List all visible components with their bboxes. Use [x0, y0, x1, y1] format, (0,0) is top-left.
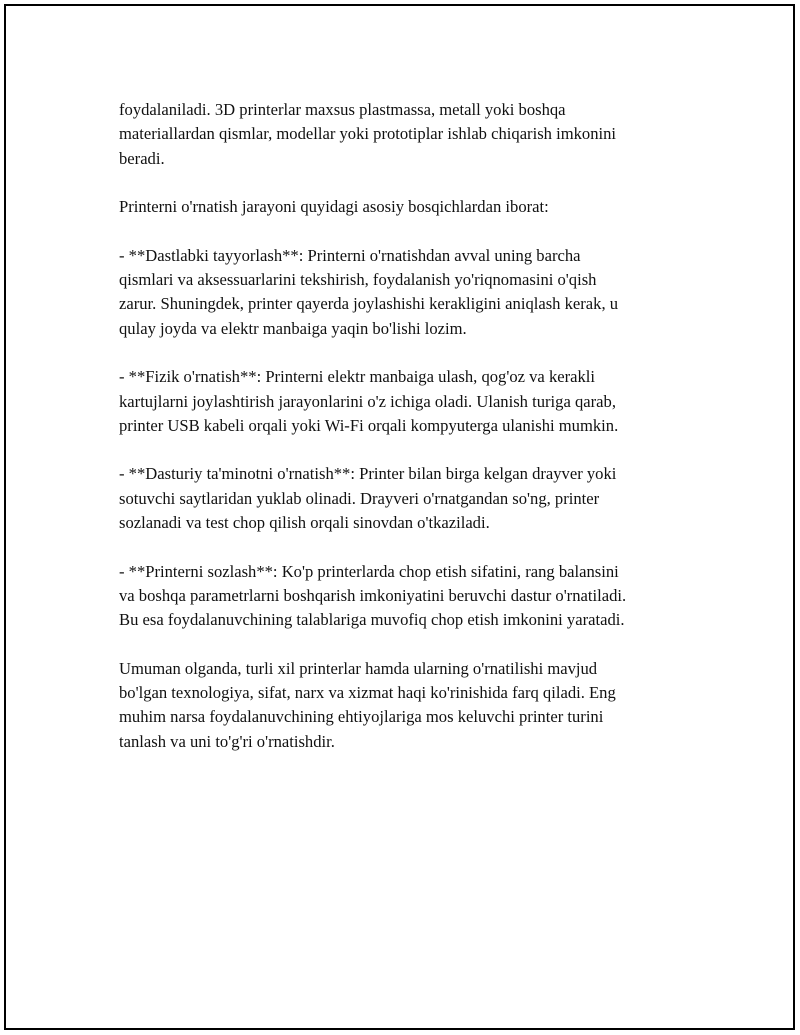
paragraph-step-physical-install: - **Fizik o'rnatish**: Printerni elektr manbaiga ulash, qog'oz va kerakli kartujlarni joylashtirish jarayonlarini o'z ichiga oladi. Ulanish turiga qarab, printer USB kabeli orqali yoki Wi-Fi orqali kompyuterga ulanishi mumkin. — [119, 367, 619, 435]
paragraph-step-configuration: - **Printerni sozlash**: Ko'p printerlarda chop etish sifatini, rang balansini va boshqa parametrlarni boshqarish imkoniyatini beruvchi dastur o'rnatiladi. Bu esa foydalanuvchining talablariga muvofiq chop etish imkonini yaratadi. — [119, 561, 627, 630]
paragraph-steps-intro: Printerni o'rnatish jarayoni quyidagi asosiy bosqichlardan iborat: — [119, 197, 549, 217]
page-frame — [4, 4, 795, 1030]
paragraph-step-preparation: - **Dastlabki tayyorlash**: Printerni o'rnatishdan avval uning barcha qismlari va aksessuarlarini tekshirish, foydalanish yo'riqnomasini o'qish zarur. Shuningdek, printer qayerda joylashishi kerakligini aniqlash kerak, u qulay joyda va elektr manbaiga yaqin bo'lishi lozim. — [119, 245, 619, 338]
paragraph-intro-continuation: foydalaniladi. 3D printerlar maxsus plastmassa, metall yoki boshqa materiallardan qismlar, modellar yoki prototiplar ishlab chiqarish imkonini beradi. — [119, 100, 617, 168]
paragraph-step-software-install: - **Dasturiy ta'minotni o'rnatish**: Printer bilan birga kelgan drayver yoki sotuvchi saytlaridan yuklab olinadi. Drayveri o'rnatgandan so'ng, printer sozlanadi va test chop qilish orqali sinovdan o'tkaziladi. — [119, 464, 617, 533]
document-body — [119, 98, 699, 778]
paragraph-conclusion: Umuman olganda, turli xil printerlar hamda ularning o'rnatilishi mavjud bo'lgan texnologiya, sifat, narx va xizmat haqi ko'rinishida farq qiladi. Eng muhim narsa foydalanuvchining ehtiyojlariga mos keluvchi printer turini tanlash va uni to'g'ri o'rnatishdir. — [119, 658, 616, 751]
